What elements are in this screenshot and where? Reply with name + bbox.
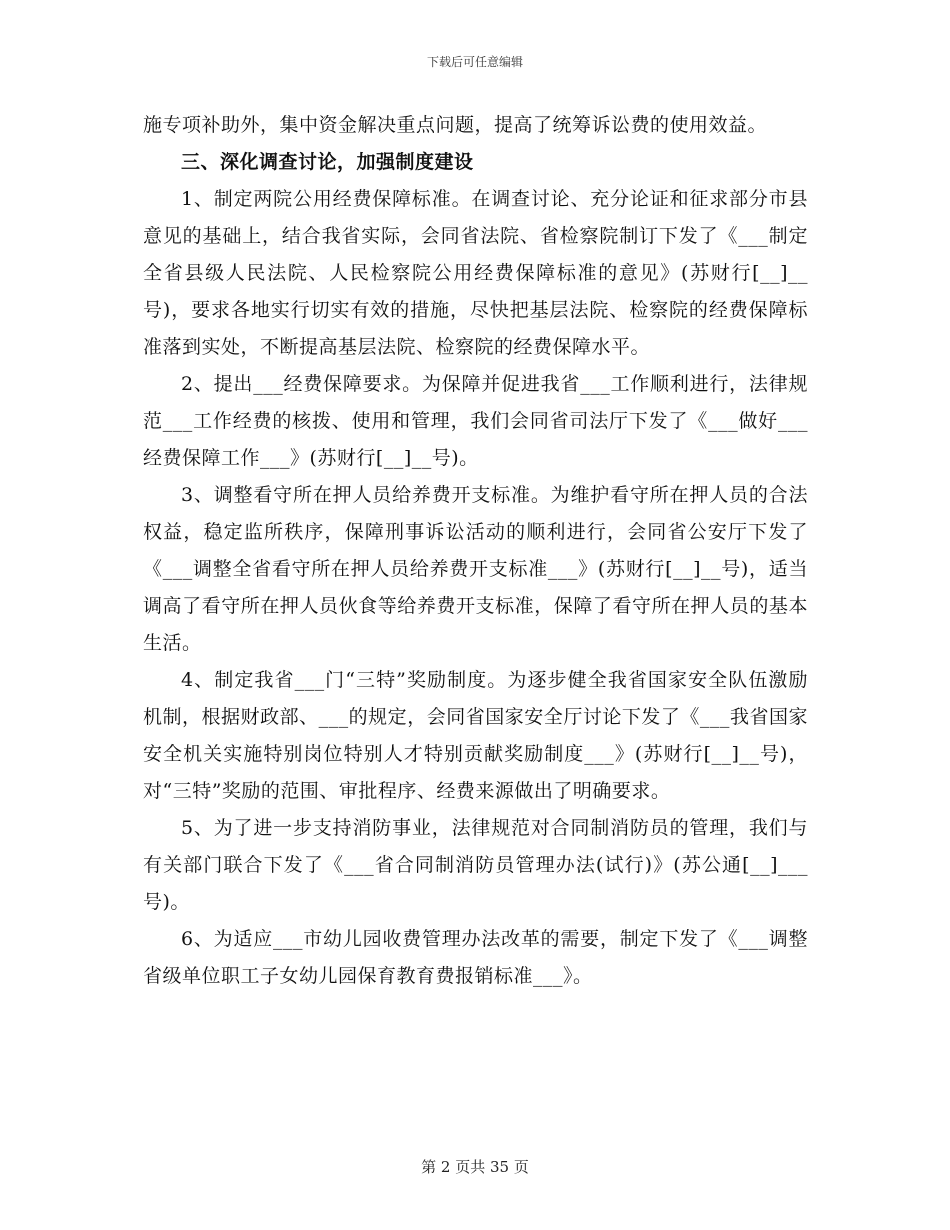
paragraph-6: 6、为适应___市幼儿园收费管理办法改革的需要，制定下发了《___调整省级单位职工子女幼儿园保育教育费报销标准___》。 [143,928,808,987]
page-header: 下载后可任意编辑 [426,55,523,69]
paragraph-1: 1、制定两院公用经费保障标准。在调查讨论、充分论证和征求部分市县意见的基础上，结合我省实际，会同省法院、省检察院制订下发了《___制定全省县级人民法院、人民检察院公用经费保障标准的意见》(苏财行[__]__号)，要求各地实行切实有效的措施，尽快把基层法院、检察院的经费保障标准落到实处，不断提高基层法院、检察院的经费保障水平。 [143,188,808,358]
paragraph-4: 4、制定我省___门“三特”奖励制度。为逐步健全我省国家安全队伍激励机制，根据财政部、___的规定，会同省国家安全厅讨论下发了《___我省国家安全机关实施特别岗位特别人才特别贡献奖励制度___》(苏财行[__]__号)，对“三特”奖励的范围、审批程序、经费来源做出了明确要求。 [143,669,808,802]
document-body [143,107,808,995]
paragraph-3: 3、调整看守所在押人员给养费开支标准。为维护看守所在押人员的合法权益，稳定监所秩序，保障刑事诉讼活动的顺利进行，会同省公安厅下发了《___调整全省看守所在押人员给养费开支标准___》(苏财行[__]__号)，适当调高了看守所在押人员伙食等给养费开支标准，保障了看守所在押人员的基本生活。 [143,484,808,654]
paragraph-5: 5、为了进一步支持消防事业，法律规范对合同制消防员的管理，我们与有关部门联合下发了《___省合同制消防员管理办法(试行)》(苏公通[__]___号)。 [143,817,808,913]
paragraph-2: 2、提出___经费保障要求。为保障并促进我省___工作顺利进行，法律规范___工作经费的核拨、使用和管理，我们会同省司法厅下发了《___做好___经费保障工作___》(苏财行[__]__号)。 [143,373,808,469]
section-heading: 三、深化调查讨论，加强制度建设 [181,151,474,173]
continued-paragraph: 施专项补助外，集中资金解决重点问题，提高了统筹诉讼费的使用效益。 [143,114,768,136]
page-footer: 第 2 页共 35 页 [421,1158,529,1176]
